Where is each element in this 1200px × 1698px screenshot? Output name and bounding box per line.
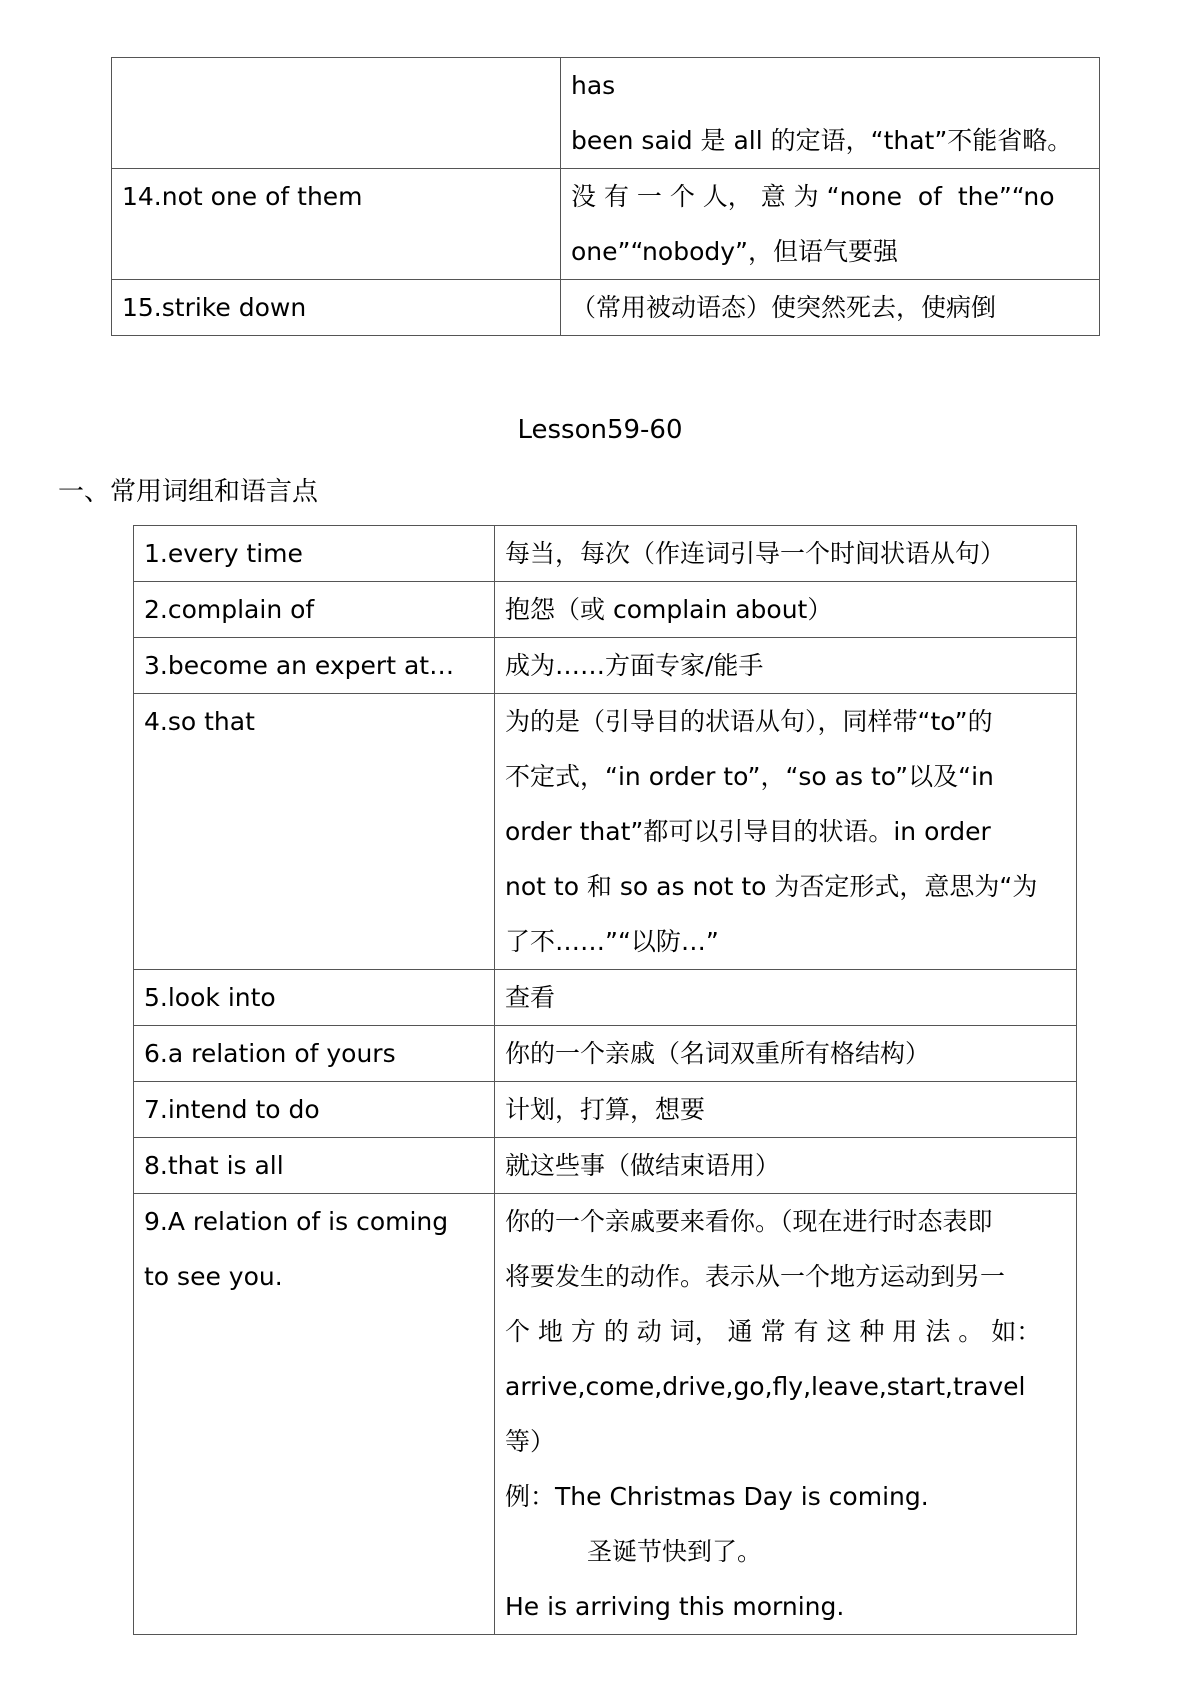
meaning-cell: 计划，打算，想要 bbox=[495, 1082, 1077, 1138]
meaning-line: 没 有 一 个 人， 意 为 “none of the”“no bbox=[571, 182, 1055, 211]
table-row bbox=[134, 694, 1077, 970]
table-row bbox=[134, 526, 1077, 582]
meaning-line: not to 和 so as not to 为否定形式，意思为“为 bbox=[505, 872, 1038, 901]
meaning-line: 了不……”“以防…” bbox=[505, 927, 719, 956]
table-row bbox=[112, 58, 1100, 169]
meaning-line: 不定式，“in order to”，“so as to”以及“in bbox=[505, 762, 994, 791]
term-cell: 3.become an expert at… bbox=[134, 638, 495, 694]
table-row bbox=[134, 970, 1077, 1026]
meaning-cell bbox=[495, 694, 1077, 970]
term-cell bbox=[134, 1194, 495, 1635]
meaning-cell: 每当，每次（作连词引导一个时间状语从句） bbox=[495, 526, 1077, 582]
meaning-line: 将要发生的动作。表示从一个地方运动到另一 bbox=[505, 1262, 1006, 1291]
table-row bbox=[134, 638, 1077, 694]
meaning-cell: 查看 bbox=[495, 970, 1077, 1026]
table-row bbox=[134, 1082, 1077, 1138]
table-row bbox=[134, 1194, 1077, 1635]
meaning-cell: 成为……方面专家/能手 bbox=[495, 638, 1077, 694]
meaning-cell bbox=[495, 1194, 1077, 1635]
term-cell: 7.intend to do bbox=[134, 1082, 495, 1138]
meaning-cell: 抱怨（或 complain about） bbox=[495, 582, 1077, 638]
meaning-line: 个 地 方 的 动 词， 通 常 有 这 种 用 法 。 如： bbox=[505, 1317, 1042, 1346]
example-line: He is arriving this morning. bbox=[505, 1592, 845, 1621]
term-cell: 2.complain of bbox=[134, 582, 495, 638]
table-row bbox=[134, 1026, 1077, 1082]
meaning-line: 为的是（引导目的状语从句），同样带“to”的 bbox=[505, 707, 993, 736]
term-cell: 14.not one of them bbox=[112, 169, 561, 280]
term-cell: 15.strike down bbox=[112, 280, 561, 336]
meaning-line: order that”都可以引导目的状语。in order bbox=[505, 817, 991, 846]
meaning-line: been said 是 all 的定语，“that”不能省略。 bbox=[571, 126, 1073, 155]
example-translation: 圣诞节快到了。 bbox=[587, 1537, 763, 1566]
meaning-cell bbox=[561, 169, 1100, 280]
example-line: 例：The Christmas Day is coming. bbox=[505, 1482, 929, 1511]
meaning-line: has bbox=[571, 71, 616, 100]
section-heading: 一、常用词组和语言点 bbox=[58, 477, 319, 507]
meaning-cell bbox=[561, 280, 1100, 336]
term-cell: 6.a relation of yours bbox=[134, 1026, 495, 1082]
table-row bbox=[112, 280, 1100, 336]
term-cell: 1.every time bbox=[134, 526, 495, 582]
table-row bbox=[134, 582, 1077, 638]
table-row bbox=[112, 169, 1100, 280]
term-cell bbox=[112, 58, 561, 169]
term-cell: 4.so that bbox=[134, 694, 495, 970]
meaning-cell: 你的一个亲戚（名词双重所有格结构） bbox=[495, 1026, 1077, 1082]
table-row bbox=[134, 1138, 1077, 1194]
vocabulary-table-continued bbox=[111, 57, 1100, 336]
meaning-line: 你的一个亲戚要来看你。（现在进行时态表即 bbox=[505, 1207, 993, 1236]
term-line: 9.A relation of is coming bbox=[144, 1207, 449, 1236]
meaning-line: （常用被动语态）使突然死去，使病倒 bbox=[571, 293, 997, 322]
meaning-line: arrive,come,drive,go,fly,leave,start,travel bbox=[505, 1372, 1026, 1401]
term-line: to see you. bbox=[144, 1262, 283, 1291]
lesson-title: Lesson59-60 bbox=[517, 415, 683, 445]
meaning-cell bbox=[561, 58, 1100, 169]
meaning-cell: 就这些事（做结束语用） bbox=[495, 1138, 1077, 1194]
vocabulary-table bbox=[133, 525, 1077, 1635]
term-cell: 8.that is all bbox=[134, 1138, 495, 1194]
term-cell: 5.look into bbox=[134, 970, 495, 1026]
meaning-line: 等） bbox=[505, 1427, 556, 1456]
meaning-line: one”“nobody”，但语气要强 bbox=[571, 237, 898, 266]
